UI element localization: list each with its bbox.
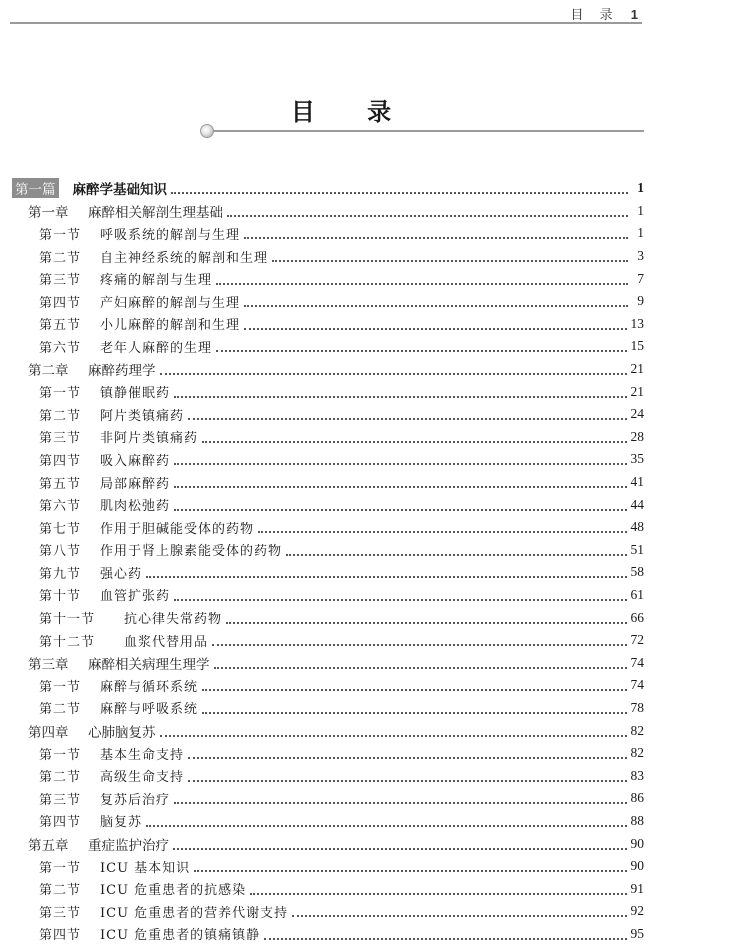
page-title: 目 录 <box>290 97 414 126</box>
dot-leader <box>174 599 626 601</box>
toc-entry-page-number: 74 <box>630 677 644 693</box>
toc-entry-page-number: 35 <box>630 451 644 467</box>
toc-entry-title: 脑复苏 <box>100 815 143 831</box>
toc-entry-page-number: 1 <box>637 180 644 196</box>
dot-leader <box>188 418 626 420</box>
toc-entry-label: 第三章 <box>28 656 69 673</box>
dot-leader <box>188 780 626 782</box>
toc-entry-page-number: 74 <box>630 654 644 670</box>
toc-entry-page-number: 95 <box>630 925 644 941</box>
toc-entry-section[interactable] <box>12 539 644 562</box>
toc-entry-section[interactable] <box>12 584 644 607</box>
toc-entry-label: 第三节 <box>39 905 82 921</box>
toc-entry-chapter[interactable] <box>12 832 644 855</box>
dot-leader <box>146 825 626 827</box>
toc-entry-title: 作用于胆碱能受体的药物 <box>100 521 255 537</box>
toc-entry-label: 第十二节 <box>39 634 96 650</box>
toc-entry-label: 第四节 <box>39 295 82 311</box>
dot-leader <box>212 644 626 646</box>
toc-entry-chapter[interactable] <box>12 200 644 223</box>
toc-entry-label: 第三节 <box>39 792 82 808</box>
toc-entry-section[interactable] <box>12 267 644 290</box>
toc-entry-page-number: 24 <box>630 406 644 422</box>
dot-leader <box>202 441 626 443</box>
toc-entry-label: 第四节 <box>39 928 82 944</box>
toc-entry-title: ICU 基本知识 <box>100 860 191 876</box>
toc-entry-label: 第一节 <box>39 860 82 876</box>
ring-ornament-icon <box>200 124 214 138</box>
toc-entry-page-number: 44 <box>630 496 644 512</box>
toc-entry-label: 第二节 <box>39 702 82 718</box>
toc-entry-label: 第一章 <box>28 204 69 221</box>
toc-entry-section[interactable] <box>12 403 644 426</box>
toc-entry-title: 阿片类镇痛药 <box>100 408 185 424</box>
dot-leader <box>227 215 628 217</box>
toc-entry-section[interactable] <box>12 606 644 629</box>
toc-entry-title: 肌肉松弛药 <box>100 499 171 515</box>
dot-leader <box>214 667 627 669</box>
toc-entry-label: 第五节 <box>39 476 82 492</box>
toc-entry-label: 第九节 <box>39 566 82 582</box>
toc-entry-chapter[interactable] <box>12 651 644 674</box>
toc-entry-label: 第一节 <box>39 227 82 243</box>
toc-entry-page-number: 21 <box>630 383 644 399</box>
toc-entry-title: 疼痛的解剖与生理 <box>100 273 213 289</box>
toc-entry-page-number: 90 <box>630 835 644 851</box>
toc-entry-section[interactable] <box>12 561 644 584</box>
toc-entry-label: 第二节 <box>39 250 82 266</box>
toc-entry-label: 第十节 <box>39 589 82 605</box>
toc-entry-section[interactable] <box>12 742 644 765</box>
table-of-contents <box>12 177 644 945</box>
toc-entry-title: ICU 危重患者的镇痛镇静 <box>100 928 261 944</box>
toc-entry-label: 第三节 <box>39 273 82 289</box>
toc-entry-section[interactable] <box>12 335 644 358</box>
toc-entry-title: 麻醉相关病理生理学 <box>88 656 210 673</box>
dot-leader <box>292 915 626 917</box>
toc-entry-section[interactable] <box>12 380 644 403</box>
toc-entry-page-number: 82 <box>630 722 644 738</box>
toc-entry-page-number: 15 <box>630 338 644 354</box>
dot-leader <box>226 622 626 624</box>
toc-entry-page-number: 13 <box>630 315 644 331</box>
dot-leader <box>171 192 628 194</box>
toc-entry-section[interactable] <box>12 313 644 336</box>
dot-leader <box>194 870 626 872</box>
toc-entry-label: 第二节 <box>39 770 82 786</box>
toc-entry-label: 第二节 <box>39 883 82 899</box>
toc-entry-page-number: 21 <box>630 361 644 377</box>
toc-entry-title: ICU 危重患者的营养代谢支持 <box>100 905 289 921</box>
toc-entry-section[interactable] <box>12 900 644 923</box>
toc-entry-label: 第三节 <box>39 431 82 447</box>
toc-entry-title: 吸入麻醉药 <box>100 453 171 469</box>
dot-leader <box>258 531 626 533</box>
toc-entry-section[interactable] <box>12 787 644 810</box>
toc-entry-section[interactable] <box>12 471 644 494</box>
toc-entry-label: 第四章 <box>28 724 69 741</box>
toc-entry-page-number: 9 <box>637 293 644 309</box>
toc-entry-title: 镇静催眠药 <box>100 386 171 402</box>
dot-leader <box>174 802 626 804</box>
toc-entry-section[interactable] <box>12 629 644 652</box>
dot-leader <box>160 373 627 375</box>
dot-leader <box>250 893 626 895</box>
toc-entry-label: 第八节 <box>39 544 82 560</box>
toc-entry-section[interactable] <box>12 516 644 539</box>
toc-entry-page-number: 83 <box>630 767 644 783</box>
toc-entry-title: 麻醉学基础知识 <box>72 182 167 199</box>
toc-entry-label: 第七节 <box>39 521 82 537</box>
toc-entry-title: 血管扩张药 <box>100 589 171 605</box>
toc-entry-page-number: 90 <box>630 858 644 874</box>
toc-entry-title: 抗心律失常药物 <box>124 612 223 628</box>
toc-entry-label: 第十一节 <box>39 612 96 628</box>
dot-leader <box>244 237 628 239</box>
dot-leader <box>216 350 626 352</box>
toc-entry-label: 第四节 <box>39 453 82 469</box>
dot-leader <box>174 486 626 488</box>
toc-entry-page-number: 41 <box>630 474 644 490</box>
running-header <box>10 0 642 24</box>
toc-entry-title: 麻醉与呼吸系统 <box>100 702 199 718</box>
toc-entry-page-number: 91 <box>630 880 644 896</box>
toc-entry-title: 非阿片类镇痛药 <box>100 431 199 447</box>
toc-entry-title: 自主神经系统的解剖和生理 <box>100 250 269 266</box>
dot-leader <box>272 260 628 262</box>
dot-leader <box>174 463 626 465</box>
toc-entry-section[interactable] <box>12 810 644 833</box>
toc-entry-label: 第五章 <box>28 837 69 854</box>
dot-leader <box>146 576 626 578</box>
running-header-page-number: 1 <box>630 7 640 22</box>
toc-entry-page-number: 86 <box>630 790 644 806</box>
toc-entry-page-number: 92 <box>630 903 644 919</box>
toc-entry-label: 第六节 <box>39 340 82 356</box>
toc-entry-page-number: 3 <box>637 248 644 264</box>
running-header-title: 目 录 <box>570 8 619 23</box>
toc-entry-page-number: 1 <box>637 202 644 218</box>
toc-entry-title: 强心药 <box>100 566 143 582</box>
toc-entry-chapter[interactable] <box>12 719 644 742</box>
running-header-text <box>570 4 640 23</box>
toc-entry-title: 心肺脑复苏 <box>88 724 156 741</box>
toc-entry-title: 基本生命支持 <box>100 747 185 763</box>
dot-leader <box>202 689 626 691</box>
toc-entry-page-number: 28 <box>630 428 644 444</box>
toc-entry-title: 复苏后治疗 <box>100 792 171 808</box>
dot-leader <box>244 305 628 307</box>
toc-entry-label: 第一节 <box>39 386 82 402</box>
toc-entry-title: 重症监护治疗 <box>88 837 169 854</box>
toc-entry-page-number: 66 <box>630 609 644 625</box>
toc-entry-label: 第一篇 <box>12 178 59 198</box>
toc-entry-title: 局部麻醉药 <box>100 476 171 492</box>
toc-entry-page-number: 1 <box>637 225 644 241</box>
toc-entry-section[interactable] <box>12 697 644 720</box>
toc-entry-title: 麻醉药理学 <box>88 363 156 380</box>
toc-entry-section[interactable] <box>12 764 644 787</box>
toc-entry-section[interactable] <box>12 674 644 697</box>
toc-entry-title: 作用于肾上腺素能受体的药物 <box>100 544 283 560</box>
dot-leader <box>286 554 626 556</box>
dot-leader <box>174 396 626 398</box>
dot-leader <box>174 509 626 511</box>
toc-entry-label: 第六节 <box>39 499 82 515</box>
toc-entry-page-number: 51 <box>630 541 644 557</box>
toc-entry-page-number: 61 <box>630 586 644 602</box>
toc-entry-label: 第一节 <box>39 679 82 695</box>
toc-entry-title: 高级生命支持 <box>100 770 185 786</box>
dot-leader <box>216 283 628 285</box>
dot-leader <box>160 735 627 737</box>
toc-entry-title: 麻醉相关解剖生理基础 <box>88 204 223 221</box>
toc-entry-page-number: 78 <box>630 699 644 715</box>
toc-entry-section[interactable] <box>12 245 644 268</box>
toc-entry-label: 第二章 <box>28 363 69 380</box>
toc-entry-title: 呼吸系统的解剖与生理 <box>100 227 241 243</box>
toc-entry-page-number: 88 <box>630 812 644 828</box>
toc-entry-title: ICU 危重患者的抗感染 <box>100 883 247 899</box>
toc-entry-label: 第一节 <box>39 747 82 763</box>
title-rule <box>200 124 644 138</box>
dot-leader <box>244 328 626 330</box>
toc-entry-section[interactable] <box>12 222 644 245</box>
toc-entry-section[interactable] <box>12 493 644 516</box>
toc-entry-page-number: 48 <box>630 519 644 535</box>
toc-entry-title: 小儿麻醉的解剖和生理 <box>100 318 241 334</box>
dot-leader <box>173 848 627 850</box>
title-rule-line <box>213 130 644 132</box>
toc-entry-page-number: 7 <box>637 270 644 286</box>
toc-entry-section[interactable] <box>12 855 644 878</box>
toc-entry-title: 血浆代替用品 <box>124 634 209 650</box>
toc-entry-title: 老年人麻醉的生理 <box>100 340 213 356</box>
toc-entry-section[interactable] <box>12 923 644 945</box>
toc-entry-page-number: 58 <box>630 564 644 580</box>
toc-entry-chapter[interactable] <box>12 358 644 381</box>
toc-entry-section[interactable] <box>12 426 644 449</box>
toc-entry-title: 产妇麻醉的解剖与生理 <box>100 295 241 311</box>
toc-entry-part[interactable] <box>12 177 644 200</box>
toc-entry-page-number: 82 <box>630 745 644 761</box>
toc-entry-title: 麻醉与循环系统 <box>100 679 199 695</box>
toc-entry-section[interactable] <box>12 877 644 900</box>
toc-entry-label: 第二节 <box>39 408 82 424</box>
toc-entry-section[interactable] <box>12 290 644 313</box>
toc-entry-label: 第四节 <box>39 815 82 831</box>
toc-entry-label: 第五节 <box>39 318 82 334</box>
dot-leader <box>202 712 626 714</box>
toc-entry-section[interactable] <box>12 448 644 471</box>
dot-leader <box>188 757 626 759</box>
toc-entry-page-number: 72 <box>630 632 644 648</box>
